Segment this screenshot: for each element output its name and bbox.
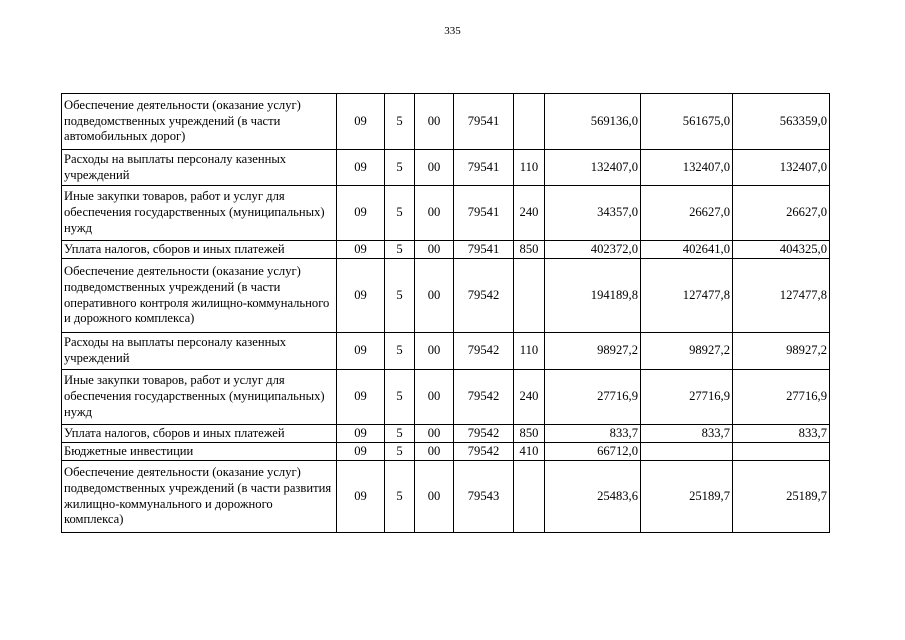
section-cell: 09 (337, 333, 385, 370)
amount-year2-cell (641, 443, 733, 461)
expense-type-cell: 110 (514, 333, 545, 370)
amount-year2-cell: 98927,2 (641, 333, 733, 370)
amount-year1-cell: 27716,9 (545, 370, 641, 425)
target-article-cell: 79541 (454, 150, 514, 186)
section-cell: 09 (337, 150, 385, 186)
program-cell: 5 (385, 186, 415, 241)
budget-table (61, 93, 830, 533)
amount-year2-cell: 27716,9 (641, 370, 733, 425)
table-row (62, 150, 830, 186)
row-name-cell: Расходы на выплаты персоналу казенных учреждений (62, 150, 337, 186)
section-cell: 09 (337, 370, 385, 425)
amount-year2-cell: 561675,0 (641, 94, 733, 150)
subprogram-cell: 00 (415, 259, 454, 333)
expense-type-cell (514, 94, 545, 150)
subprogram-cell: 00 (415, 333, 454, 370)
section-cell: 09 (337, 425, 385, 443)
expense-type-cell: 240 (514, 186, 545, 241)
section-cell: 09 (337, 461, 385, 533)
expense-type-cell: 110 (514, 150, 545, 186)
target-article-cell: 79543 (454, 461, 514, 533)
row-name-cell: Иные закупки товаров, работ и услуг для обеспечения государственных (муниципальных) нужд (62, 186, 337, 241)
amount-year1-cell: 402372,0 (545, 241, 641, 259)
amount-year1-cell: 98927,2 (545, 333, 641, 370)
amount-year2-cell: 25189,7 (641, 461, 733, 533)
amount-year3-cell: 98927,2 (733, 333, 830, 370)
target-article-cell: 79542 (454, 425, 514, 443)
target-article-cell: 79541 (454, 186, 514, 241)
expense-type-cell (514, 461, 545, 533)
table-row (62, 443, 830, 461)
subprogram-cell: 00 (415, 443, 454, 461)
page-number: 335 (444, 25, 461, 37)
section-cell: 09 (337, 186, 385, 241)
program-cell: 5 (385, 333, 415, 370)
amount-year2-cell: 833,7 (641, 425, 733, 443)
amount-year2-cell: 127477,8 (641, 259, 733, 333)
subprogram-cell: 00 (415, 425, 454, 443)
row-name-cell: Иные закупки товаров, работ и услуг для обеспечения государственных (муниципальных) нужд (62, 370, 337, 425)
program-cell: 5 (385, 259, 415, 333)
program-cell: 5 (385, 461, 415, 533)
row-name-cell: Расходы на выплаты персоналу казенных учреждений (62, 333, 337, 370)
amount-year1-cell: 194189,8 (545, 259, 641, 333)
section-cell: 09 (337, 259, 385, 333)
amount-year3-cell: 127477,8 (733, 259, 830, 333)
amount-year3-cell: 26627,0 (733, 186, 830, 241)
expense-type-cell: 410 (514, 443, 545, 461)
table-row (62, 333, 830, 370)
amount-year2-cell: 132407,0 (641, 150, 733, 186)
table-row (62, 94, 830, 150)
target-article-cell: 79542 (454, 333, 514, 370)
amount-year1-cell: 569136,0 (545, 94, 641, 150)
table-row (62, 259, 830, 333)
amount-year1-cell: 25483,6 (545, 461, 641, 533)
amount-year1-cell: 132407,0 (545, 150, 641, 186)
row-name-cell: Бюджетные инвестиции (62, 443, 337, 461)
subprogram-cell: 00 (415, 150, 454, 186)
target-article-cell: 79542 (454, 259, 514, 333)
amount-year3-cell: 132407,0 (733, 150, 830, 186)
section-cell: 09 (337, 94, 385, 150)
amount-year3-cell: 833,7 (733, 425, 830, 443)
table-row (62, 370, 830, 425)
expense-type-cell: 850 (514, 241, 545, 259)
amount-year2-cell: 402641,0 (641, 241, 733, 259)
expense-type-cell: 850 (514, 425, 545, 443)
amount-year3-cell: 404325,0 (733, 241, 830, 259)
section-cell: 09 (337, 443, 385, 461)
table-row (62, 186, 830, 241)
subprogram-cell: 00 (415, 241, 454, 259)
program-cell: 5 (385, 425, 415, 443)
row-name-cell: Обеспечение деятельности (оказание услуг) подведомственных учреждений (в части развития жилищно-коммунального и дорожного комплекса) (62, 461, 337, 533)
amount-year1-cell: 66712,0 (545, 443, 641, 461)
program-cell: 5 (385, 241, 415, 259)
program-cell: 5 (385, 94, 415, 150)
table-row (62, 461, 830, 533)
amount-year3-cell (733, 443, 830, 461)
subprogram-cell: 00 (415, 370, 454, 425)
amount-year1-cell: 34357,0 (545, 186, 641, 241)
expense-type-cell (514, 259, 545, 333)
row-name-cell: Уплата налогов, сборов и иных платежей (62, 241, 337, 259)
program-cell: 5 (385, 370, 415, 425)
amount-year1-cell: 833,7 (545, 425, 641, 443)
target-article-cell: 79541 (454, 241, 514, 259)
subprogram-cell: 00 (415, 186, 454, 241)
section-cell: 09 (337, 241, 385, 259)
expense-type-cell: 240 (514, 370, 545, 425)
program-cell: 5 (385, 150, 415, 186)
amount-year3-cell: 563359,0 (733, 94, 830, 150)
table-row (62, 425, 830, 443)
target-article-cell: 79542 (454, 443, 514, 461)
table-row (62, 241, 830, 259)
subprogram-cell: 00 (415, 461, 454, 533)
target-article-cell: 79542 (454, 370, 514, 425)
subprogram-cell: 00 (415, 94, 454, 150)
amount-year2-cell: 26627,0 (641, 186, 733, 241)
row-name-cell: Обеспечение деятельности (оказание услуг) подведомственных учреждений (в части автомобильных дорог) (62, 94, 337, 150)
target-article-cell: 79541 (454, 94, 514, 150)
row-name-cell: Уплата налогов, сборов и иных платежей (62, 425, 337, 443)
row-name-cell: Обеспечение деятельности (оказание услуг) подведомственных учреждений (в части оперативного контроля жилищно-коммунального и дорожного комплекса) (62, 259, 337, 333)
amount-year3-cell: 25189,7 (733, 461, 830, 533)
program-cell: 5 (385, 443, 415, 461)
amount-year3-cell: 27716,9 (733, 370, 830, 425)
